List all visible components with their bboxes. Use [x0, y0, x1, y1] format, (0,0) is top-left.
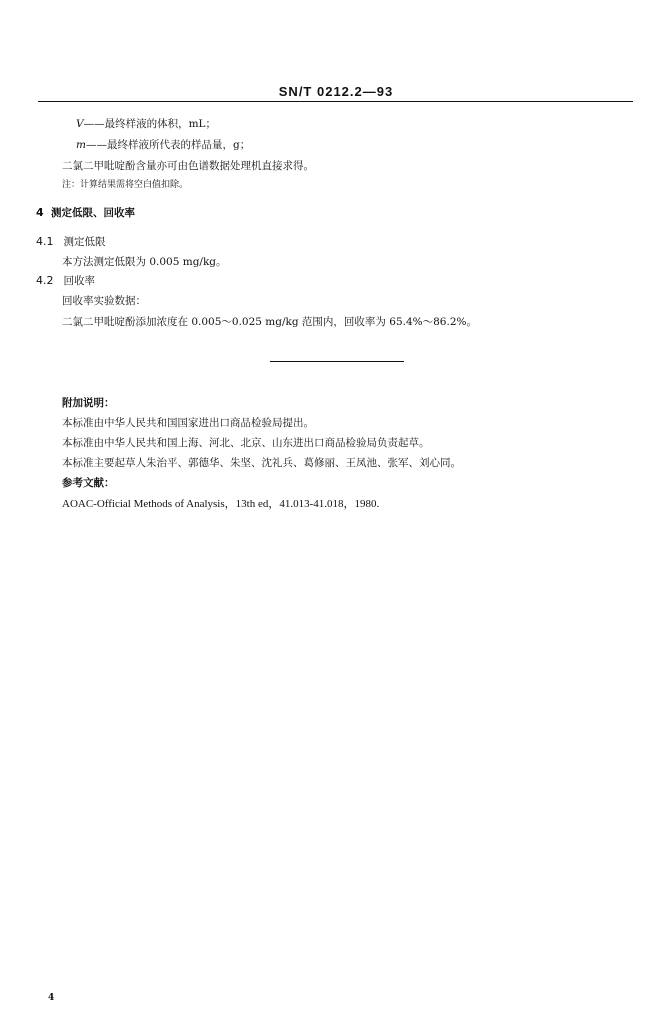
section-4-2-text-1: 回收率实验数据： — [62, 295, 146, 307]
definition-v — [76, 117, 216, 131]
section-4-heading — [36, 206, 135, 220]
appendix-title: 附加说明： — [62, 397, 115, 409]
section-4-1-heading — [36, 235, 106, 249]
section-4-1-title: 测定低限 — [63, 236, 106, 248]
definition-m-symbol: m — [76, 139, 86, 151]
section-4-number: 4 — [36, 206, 44, 219]
section-4-2-number: 4.2 — [36, 274, 54, 287]
document-code-header: SN/T 0212.2—93 — [278, 84, 394, 99]
definition-m-text: ——最终样液所代表的样品量，g； — [85, 139, 251, 151]
appendix-line: 本标准由中华人民共和国国家进出口商品检验局提出。 — [62, 417, 314, 429]
section-4-1-text: 本方法测定低限为 0.005 mg/kg。 — [62, 256, 227, 268]
section-4-title: 测定低限、回收率 — [50, 207, 135, 219]
appendix-line: 本标准主要起草人朱治平、郭德华、朱坚、沈礼兵、葛修丽、王凤池、张军、刘心同。 — [62, 457, 461, 469]
section-4-2-heading — [36, 274, 95, 288]
appendix-line: 本标准由中华人民共和国上海、河北、北京、山东进出口商品检验局负责起草。 — [62, 437, 430, 449]
section-4-2-text-2: 二氯二甲吡啶酚添加浓度在 0.005～0.025 mg/kg 范围内，回收率为 65.4%～86.2%。 — [62, 316, 477, 328]
header-rule — [38, 101, 633, 102]
page-number: 4 — [48, 993, 55, 1003]
references-title: 参考文献： — [62, 477, 115, 489]
section-4-1-number: 4.1 — [36, 235, 54, 248]
note-blank-deduction: 注：计算结果需将空白值扣除。 — [62, 180, 189, 190]
definition-v-text: ——最终样液的体积，mL； — [83, 118, 217, 130]
section-4-2-title: 回收率 — [63, 275, 96, 287]
definition-v-symbol: V — [76, 118, 84, 130]
processor-paragraph: 二氯二甲吡啶酚含量亦可由色谱数据处理机直接求得。 — [62, 160, 314, 172]
reference-entry: AOAC-Official Methods of Analysis，13th ed，41.013-41.018，1980. — [62, 498, 380, 510]
definition-m — [76, 138, 250, 152]
section-divider — [270, 361, 404, 362]
